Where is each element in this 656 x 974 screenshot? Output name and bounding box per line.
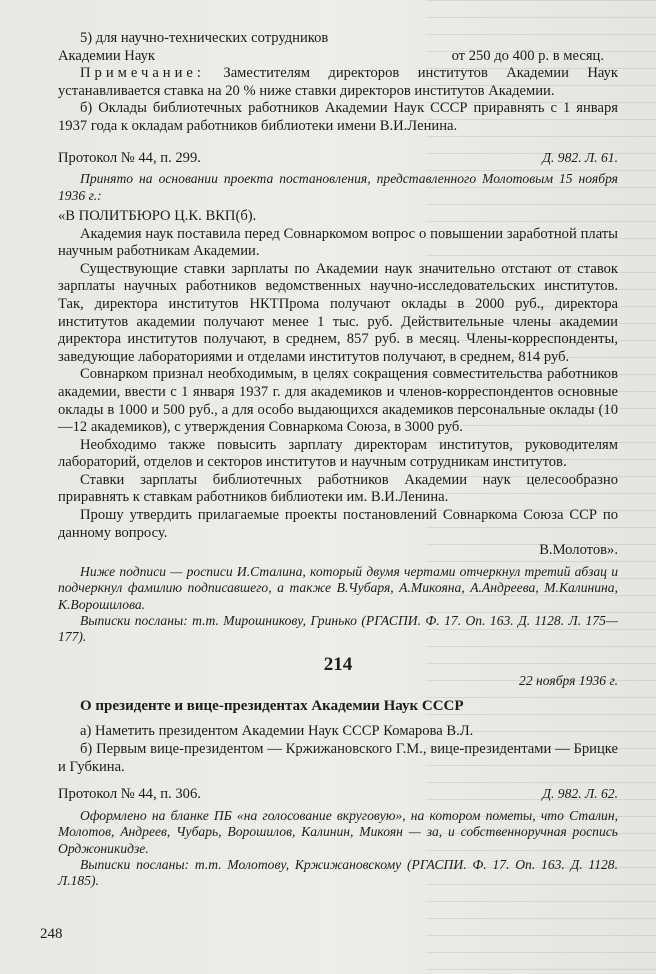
note-paragraph xyxy=(58,65,618,100)
note-text: Заместителям директоров институтов Академии Наук устанавливается ставка на 20 % ниже ставки директоров институтов Академии. xyxy=(58,65,618,99)
document-date: 22 ноября 1936 г. xyxy=(519,673,618,689)
adopted-note: Принято на основании проекта постановления, представленного Молотовым 15 ноября 1936 г.: xyxy=(58,171,618,203)
letter-p4: Необходимо также повысить зарплату директорам институтов, руководителям лабораторий, отделов и секторов институтов и научным сотрудникам институтов. xyxy=(58,436,618,471)
letter-p5: Ставки зарплаты библиотечных работников Академии наук целесообразно приравнять к ставкам работников библиотеки им. В.И.Ленина. xyxy=(58,471,618,506)
doc214-item-a: а) Наметить президентом Академии Наук СССР Комарова В.Л. xyxy=(80,723,474,740)
letter-p3: Совнарком признал необходимым, в целях сокращения совместительства работников академии, ввести с 1 января 1937 г. для академиков и членов-корреспондентов основные оклады в 1000 и 500 руб., а для особо выдающихся академиков персональные оклады (10—12 академиков), с утверждения Совнаркома Союза, в 3000 руб. xyxy=(58,366,618,436)
page-number: 248 xyxy=(40,926,63,942)
item-5-right: от 250 до 400 р. в месяц. xyxy=(451,47,604,64)
item-5-row xyxy=(58,48,618,66)
item-5-left: Академии Наук xyxy=(58,47,155,64)
letter-addressee: «В ПОЛИТБЮРО Ц.К. ВКП(б). xyxy=(58,207,257,224)
letter-p2: Существующие ставки зарплаты по Академии наук значительно отстают от ставок зарплаты научных работников ведомственных научно-исследовательских институтов. Так, директора институтов НКТПрома получают оклады в 2000 руб., директора институтов академии получают менее 1 тыс. руб. Действительные члены академии директора институтов получают, в среднем, 857 руб. в месяц. Члены-корреспонденты, заведующие лабораториями и отделами институтов получают, в среднем, 814 руб. xyxy=(58,260,618,365)
doc214-item-b: б) Первым вице-президентом — Кржижановского Г.М., вице-президентами — Брицке и Губкина. xyxy=(58,741,618,775)
doc214-note: Оформлено на бланке ПБ «на голосование вкруговую», на котором пометы, что Сталин, Молотов, Андреев, Чубарь, Ворошилов, Калинин, Микоян — за, и собственноручная роспись Орджоникидзе. xyxy=(58,807,618,856)
protocol-299-row xyxy=(58,150,618,168)
letter-extracts: Выписки посланы: т.т. Мирошникову, Гринько (РГАСПИ. Ф. 17. Оп. 163. Д. 1128. Л. 175—177). xyxy=(58,613,618,645)
protocol-left: Протокол № 44, п. 306. xyxy=(58,786,201,803)
note-label: Примечание: xyxy=(80,65,205,82)
letter-p6: Прошу утвердить прилагаемые проекты постановлений Совнаркома Союза ССР по данному вопросу. xyxy=(58,507,618,541)
protocol-306-row xyxy=(58,786,618,804)
archive-ref: Д. 982. Л. 61. xyxy=(542,149,618,165)
archive-ref: Д. 982. Л. 62. xyxy=(542,786,618,802)
text-column xyxy=(58,30,618,890)
document-number: 214 xyxy=(323,653,353,675)
doc214-extracts: Выписки посланы: т.т. Молотову, Кржижановскому (РГАСПИ. Ф. 17. Оп. 163. Д. 1128. Л.185). xyxy=(58,857,618,889)
item-b-paragraph: б) Оклады библиотечных работников Академии Наук СССР приравнять с 1 января 1937 года к окладам работников библиотеки имени В.И.Ленина. xyxy=(58,100,618,134)
signatures-note: Ниже подписи — росписи И.Сталина, который двумя чертами отчеркнул третий абзац и подчеркнул фамилию подписавшего, а также В.Чубаря, А.Микояна, А.Андреева, М.Калинина, К.Ворошилова. xyxy=(58,563,618,612)
letter-signature: В.Молотов». xyxy=(539,542,618,559)
letter-p1: Академия наук поставила перед Совнаркомом вопрос о повышении заработной платы научным работникам Академии. xyxy=(58,225,618,260)
item-5-line: 5) для научно-технических сотрудников xyxy=(80,30,329,46)
protocol-left: Протокол № 44, п. 299. xyxy=(58,149,201,166)
document-title: О президенте и вице-президентах Академии Наук СССР xyxy=(80,697,464,714)
